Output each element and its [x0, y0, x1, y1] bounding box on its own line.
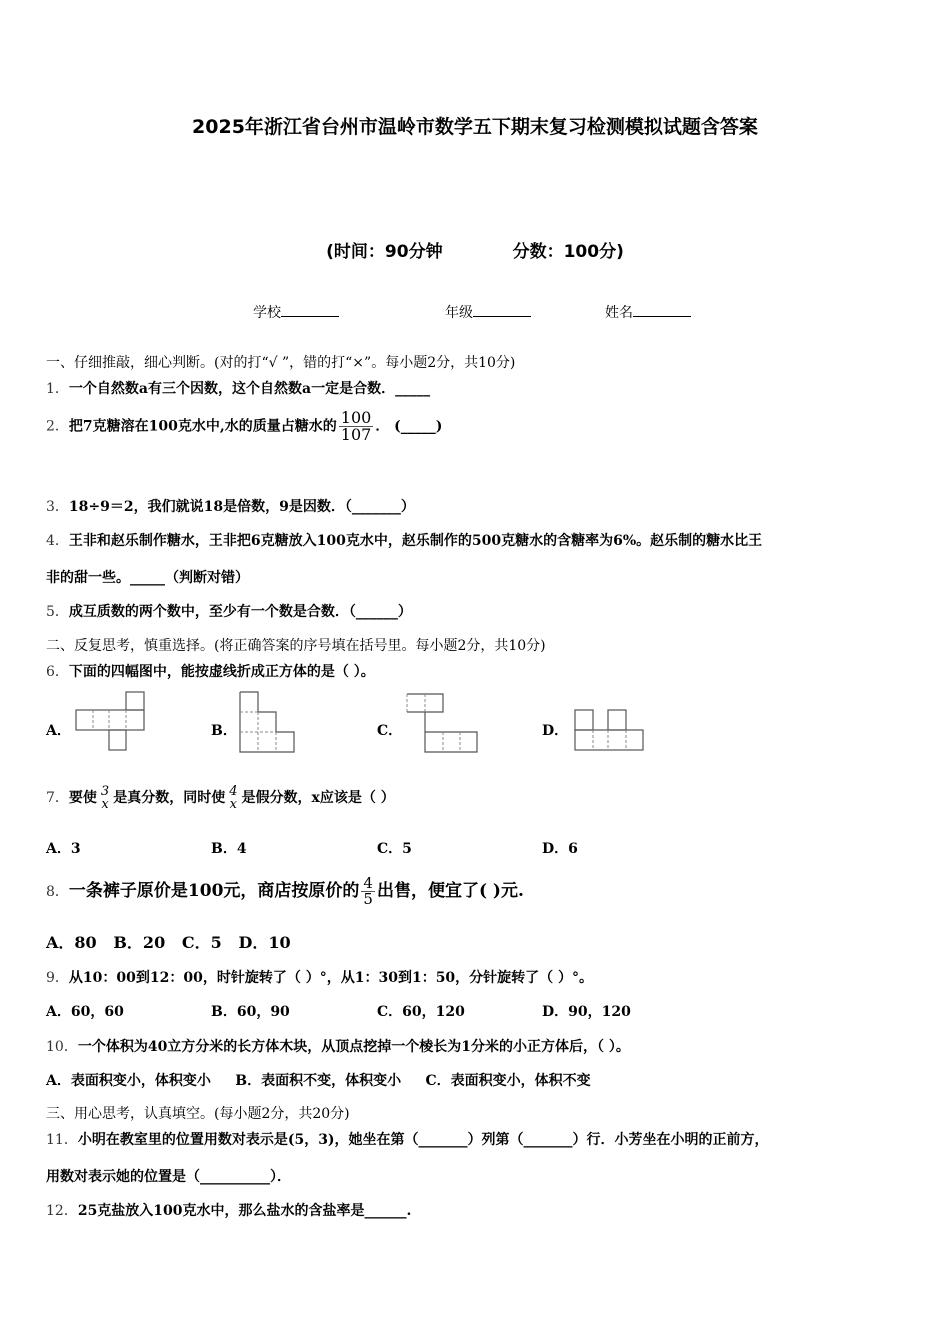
option-6c[interactable]: C．	[377, 723, 403, 739]
q10-options	[46, 1070, 591, 1090]
option-10c[interactable]: C．表面积变小，体积不变	[425, 1073, 591, 1089]
section-2-heading: 二、反复思考，慎重选择。(将正确答案的序号填在括号里。每小题2分，共10分)	[46, 638, 546, 654]
question-number: 9．	[46, 970, 69, 986]
option-7b[interactable]: B．4	[211, 841, 247, 857]
option-9b[interactable]: B．60，90	[211, 1004, 290, 1020]
question-8	[46, 868, 524, 915]
question-5	[46, 601, 412, 621]
question-text: 要使	[68, 790, 97, 806]
page-title: 2025年浙江省台州市温岭市数学五下期末复习检测模拟试题含答案	[192, 116, 758, 138]
option-10b[interactable]: B．表面积不变，体积变小	[235, 1073, 402, 1089]
question-9	[46, 967, 593, 987]
question-12	[46, 1200, 411, 1220]
question-number: 6．	[46, 664, 69, 680]
option-9c[interactable]: C．60，120	[377, 1004, 465, 1020]
question-11-line-2: 用数对表示她的位置是（__________）．	[46, 1169, 291, 1185]
question-number: 2．	[46, 418, 69, 435]
question-number: 5．	[46, 604, 69, 620]
option-8c[interactable]: C．5	[181, 933, 222, 952]
question-6	[46, 661, 375, 681]
question-4-line-2: 非的甜一些。_____（判断对错）	[46, 570, 249, 586]
option-9a[interactable]: A．60，60	[46, 1004, 124, 1020]
question-text: 25克盐放入100克水中，那么盐水的含盐率是______.	[77, 1203, 412, 1219]
option-6d[interactable]: D．	[542, 723, 569, 739]
section-1-heading: 一、仔细推敲，细心判断。(对的打“√ ”，错的打“×”。每小题2分，共10分)	[46, 355, 516, 371]
question-text-end: 是假分数，x应该是（ ）	[241, 790, 395, 806]
question-text: 18÷9＝2，我们就说18是倍数，9是因数．（_______）	[68, 499, 415, 515]
option-7d[interactable]: D．6	[542, 841, 578, 857]
question-number: 4．	[46, 533, 69, 549]
cube-net-b-figure	[238, 690, 298, 754]
question-text-end: 出售，便宜了( )元.	[376, 881, 524, 901]
option-8b[interactable]: B．20	[113, 933, 166, 952]
question-4	[46, 530, 762, 550]
question-text: 下面的四幅图中，能按虚线折成正方体的是（ ）。	[68, 664, 375, 680]
grade-field[interactable]	[445, 302, 531, 322]
question-2	[46, 410, 442, 443]
question-text-end: ． (_____)	[375, 418, 443, 435]
question-text-mid: 是真分数，同时使	[113, 790, 226, 806]
school-field[interactable]	[253, 302, 339, 322]
exam-score: 分数：100分)	[512, 242, 624, 262]
fraction-3-over-x: 3 x	[100, 784, 110, 812]
option-10a[interactable]: A．表面积变小，体积变小	[46, 1073, 211, 1089]
question-text: 把7克糖溶在100克水中,水的质量占糖水的	[68, 418, 337, 435]
question-7	[46, 778, 395, 818]
question-text: 从10：00到12：00，时针旋转了（ ）°，从1：30到1：50，分针旋转了（ ）°。	[68, 970, 594, 986]
q8-options	[46, 930, 291, 953]
fraction-4-over-x: 4 x	[229, 784, 238, 812]
option-9d[interactable]: D．90，120	[542, 1004, 631, 1020]
question-11	[46, 1129, 769, 1149]
question-3	[46, 496, 415, 516]
section-3-heading: 三、用心思考，认真填空。(每小题2分，共20分)	[46, 1106, 350, 1122]
grade-label: 年级	[445, 305, 473, 321]
option-6b[interactable]: B．	[211, 723, 237, 739]
option-7c[interactable]: C．5	[377, 841, 412, 857]
exam-meta	[0, 237, 950, 262]
cube-net-a-figure	[74, 690, 148, 752]
question-text: 小明在教室里的位置用数对表示是(5，3)，她坐在第（_______）列第（_______）行．小芳坐在小明的正前方，	[77, 1132, 769, 1148]
question-number: 8．	[46, 884, 69, 900]
question-text: 一个自然数a有三个因数，这个自然数a一定是合数．_____	[68, 381, 431, 397]
question-text: 成互质数的两个数中，至少有一个数是合数．（______）	[68, 604, 412, 620]
option-8d[interactable]: D．10	[238, 933, 291, 952]
school-label: 学校	[253, 305, 281, 321]
question-text: 一个体积为40立方分米的长方体木块，从顶点挖掉一个棱长为1分米的小正方体后，（ ）。	[77, 1039, 630, 1055]
question-1	[46, 378, 430, 398]
question-10	[46, 1036, 630, 1056]
question-number: 12．	[46, 1203, 78, 1219]
question-number: 7．	[46, 790, 69, 806]
fraction-4-over-5: $\frac{4}{5}$	[363, 874, 373, 908]
cube-net-c-figure	[405, 692, 479, 754]
question-number: 11．	[46, 1132, 78, 1148]
option-8a[interactable]: A．80	[46, 933, 97, 952]
cube-net-d-figure	[573, 708, 645, 752]
name-field[interactable]	[605, 302, 691, 322]
question-text: 一条裤子原价是100元，商店按原价的	[68, 881, 360, 901]
question-text: 王非和赵乐制作糖水，王非把6克糖放入100克水中，赵乐制作的500克糖水的含糖率为6%。赵乐制的糖水比王	[68, 533, 763, 549]
fraction: $\frac{100}{107}$	[340, 408, 372, 444]
exam-time: (时间：90分钟	[326, 242, 443, 262]
option-7a[interactable]: A．3	[46, 841, 81, 857]
question-number: 3．	[46, 499, 69, 515]
question-number: 1．	[46, 381, 69, 397]
question-number: 10．	[46, 1039, 78, 1055]
name-label: 姓名	[605, 305, 633, 321]
option-6a[interactable]: A．	[46, 723, 71, 739]
